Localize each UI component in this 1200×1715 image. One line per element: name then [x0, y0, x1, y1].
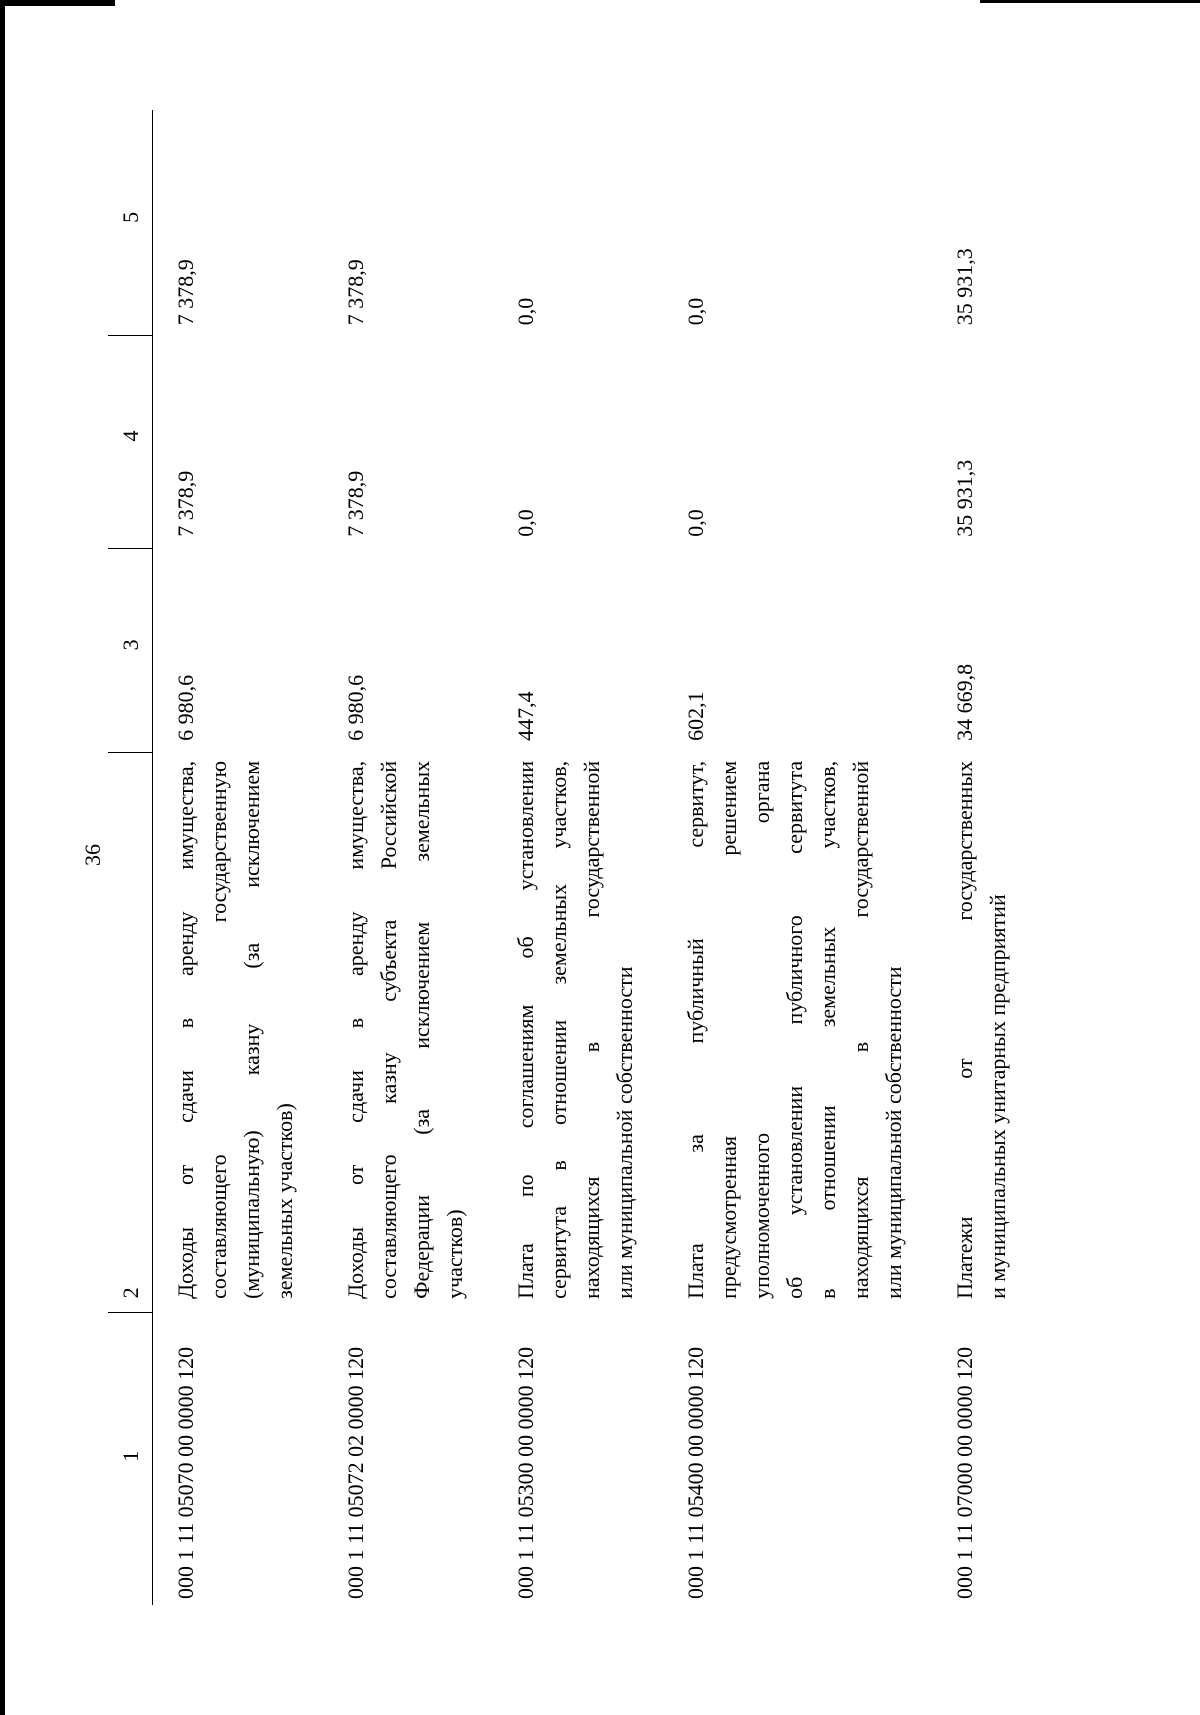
column-header-2: 2 [108, 753, 153, 1313]
description-line: Плата по соглашениям об установлении [513, 760, 538, 1299]
description-line: (муниципальную) казну (за исключением [239, 760, 264, 1299]
budget-code: 000 1 11 05070 00 0000 120 [173, 1346, 198, 1599]
description-line: Платежи от государственных [952, 760, 977, 1299]
income-description [323, 753, 493, 1313]
budget-code: 000 1 11 05300 00 0000 120 [513, 1346, 538, 1599]
value-col3: 447,4 [513, 691, 538, 741]
value-col4: 0,0 [683, 509, 708, 537]
value-col3: 34 669,8 [952, 663, 977, 741]
table-header-row [108, 110, 153, 1605]
value-col5: 0,0 [683, 297, 708, 326]
table-row [493, 110, 663, 1605]
column-header-3: 3 [108, 549, 153, 753]
description-line: сервитута в отношении земельных участков, [546, 760, 571, 1299]
value-col5: 7 378,9 [343, 259, 368, 326]
description-line: участков) [442, 1209, 467, 1299]
description-line: об установлении публичного сервитута [782, 760, 807, 1299]
value-col4: 35 931,3 [952, 459, 977, 537]
description-line: составляющего казну субъекта Российской [376, 760, 401, 1299]
description-line: и муниципальных унитарных предприятий [985, 894, 1010, 1299]
table-row [153, 110, 324, 1605]
description-line: находящихся в государственной [579, 760, 604, 1299]
value-col3: 6 980,6 [343, 674, 368, 741]
income-description [932, 753, 1036, 1313]
table-row [663, 110, 932, 1605]
value-col3: 602,1 [683, 691, 708, 741]
value-col4: 7 378,9 [343, 470, 368, 537]
value-col5: 7 378,9 [173, 259, 198, 326]
value-col3: 6 980,6 [173, 674, 198, 741]
page-number: 36 [80, 844, 105, 866]
column-header-4: 4 [108, 335, 153, 549]
table-row [932, 110, 1036, 1605]
budget-table [108, 110, 1036, 1605]
value-col4: 0,0 [513, 509, 538, 537]
description-line: или муниципальной собственности [612, 966, 637, 1299]
value-col4: 7 378,9 [173, 470, 198, 537]
description-line: уполномоченного органа [749, 760, 774, 1299]
description-line: Федерации (за исключением земельных [409, 760, 434, 1299]
column-header-1: 1 [108, 1313, 153, 1605]
description-line: находящихся в государственной [848, 760, 873, 1299]
description-line: Плата за публичный сервитут, [683, 760, 708, 1299]
description-line: Доходы от сдачи в аренду имущества, [173, 760, 198, 1299]
description-line: предусмотренная решением [716, 760, 741, 1299]
description-line: или муниципальной собственности [881, 966, 906, 1299]
description-line: Доходы от сдачи в аренду имущества, [343, 760, 368, 1299]
description-line: земельных участков) [272, 1103, 297, 1299]
budget-code: 000 1 11 07000 00 0000 120 [952, 1346, 977, 1599]
table-row [323, 110, 493, 1605]
income-description [663, 753, 932, 1313]
value-col5: 35 931,3 [952, 248, 977, 326]
value-col5: 0,0 [513, 297, 538, 326]
budget-code: 000 1 11 05400 00 0000 120 [683, 1346, 708, 1599]
description-line: в отношении земельных участков, [815, 760, 840, 1299]
income-description [153, 753, 324, 1313]
description-line: составляющего государственную [206, 760, 231, 1299]
budget-code: 000 1 11 05072 02 0000 120 [343, 1346, 368, 1599]
column-header-5: 5 [108, 110, 153, 335]
income-description [493, 753, 663, 1313]
